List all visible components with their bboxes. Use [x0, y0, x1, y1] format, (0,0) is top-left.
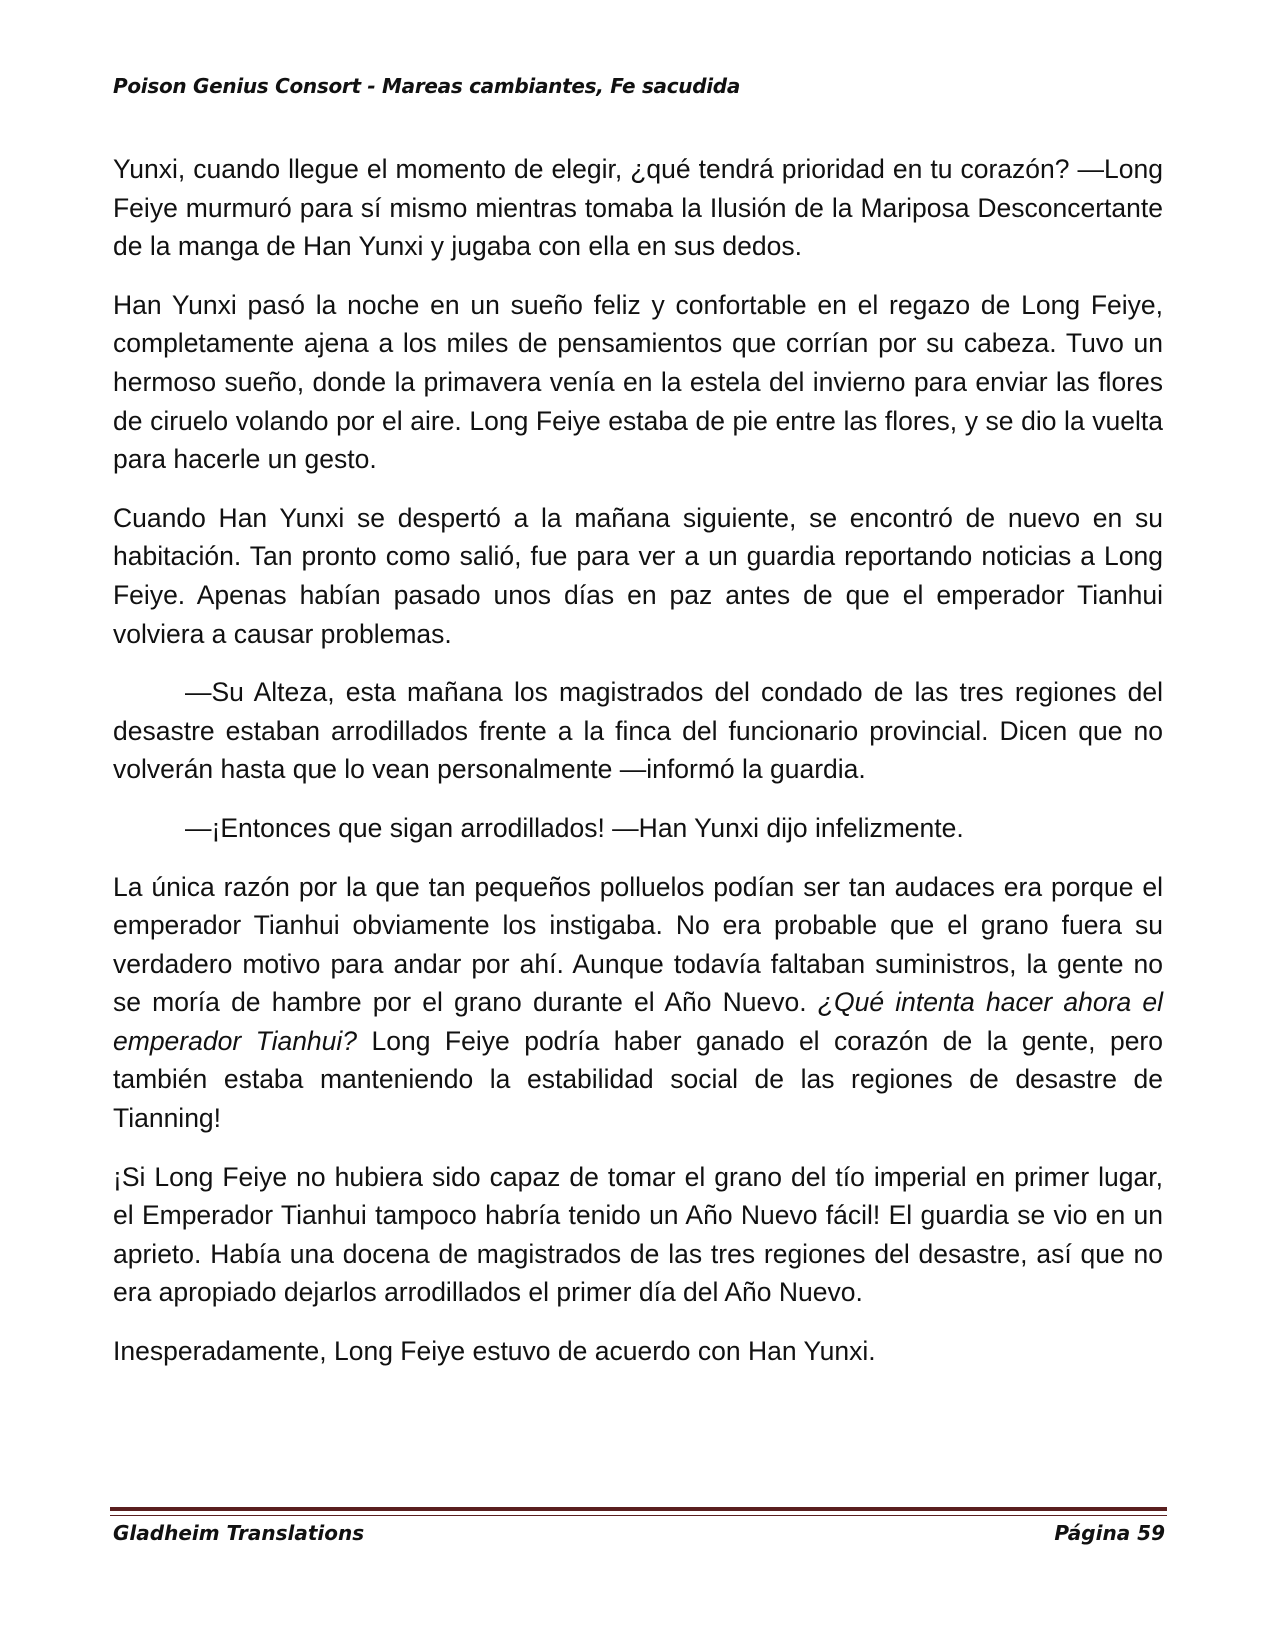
- footer-page-number: Página 59: [1054, 1521, 1165, 1545]
- paragraph-4: —Su Alteza, esta mañana los magistrados del condado de las tres regiones del desastre estaban arrodillados frente a la finca del funcionario provincial. Dicen que no volverán hasta que lo vean personalmente —informó la guardia.: [113, 677, 1163, 785]
- paragraph-6-italic-thought: ¿Qué intenta hacer ahora el emperador Tianhui?: [113, 987, 1163, 1056]
- paragraph-6-text-a: La única razón por la que tan pequeños polluelos podían ser tan audaces era porque el emperador Tianhui obviamente los instigaba. No era probable que el grano fuera su verdadero motivo para andar por ahí. Aunque todavía faltaban suministros, la gente no se moría de hambre por el grano durante el Año Nuevo.: [113, 871, 1163, 1018]
- paragraph-1: Yunxi, cuando llegue el momento de elegir, ¿qué tendrá prioridad en tu corazón? —Long Feiye murmuró para sí mismo mientras tomaba la Ilusión de la Mariposa Desconcertante de la manga de Han Yunxi y jugaba con ella en sus dedos.: [113, 154, 1163, 262]
- paragraph-2: Han Yunxi pasó la noche en un sueño feliz y confortable en el regazo de Long Feiye, completamente ajena a los miles de pensamientos que corrían por su cabeza. Tuvo un hermoso sueño, donde la primavera venía en la estela del invierno para enviar las flores de ciruelo volando por el aire. Long Feiye estaba de pie entre las flores, y se dio la vuelta para hacerle un gesto.: [113, 289, 1163, 475]
- paragraph-8: Inesperadamente, Long Feiye estuvo de acuerdo con Han Yunxi.: [113, 1336, 876, 1367]
- paragraph-6: [113, 868, 1163, 1138]
- paragraph-7: ¡Si Long Feiye no hubiera sido capaz de tomar el grano del tío imperial en primer lugar, el Emperador Tianhui tampoco habría tenido un Año Nuevo fácil! El guardia se vio en un aprieto. Había una docena de magistrados de las tres regiones del desastre, así que no era apropiado dejarlos arrodillados el primer día del Año Nuevo.: [113, 1161, 1163, 1308]
- footer-rule-thin: [110, 1515, 1167, 1516]
- page-body: [113, 150, 1163, 1391]
- footer-rule-thick: [110, 1507, 1167, 1511]
- paragraph-3: Cuando Han Yunxi se despertó a la mañana siguiente, se encontró de nuevo en su habitación. Tan pronto como salió, fue para ver a un guardia reportando noticias a Long Feiye. Apenas habían pasado unos días en paz antes de que el emperador Tianhui volviera a causar problemas.: [113, 502, 1163, 649]
- running-header: Poison Genius Consort - Mareas cambiantes, Fe sacudida: [113, 74, 741, 98]
- footer-publisher: Gladheim Translations: [113, 1521, 365, 1545]
- paragraph-6-text-b: Long Feiye podría haber ganado el corazón de la gente, pero también estaba manteniendo la estabilidad social de las regiones de desastre de Tianning!: [113, 1025, 1163, 1134]
- paragraph-5: —¡Entonces que sigan arrodillados! —Han Yunxi dijo infelizmente.: [185, 812, 964, 843]
